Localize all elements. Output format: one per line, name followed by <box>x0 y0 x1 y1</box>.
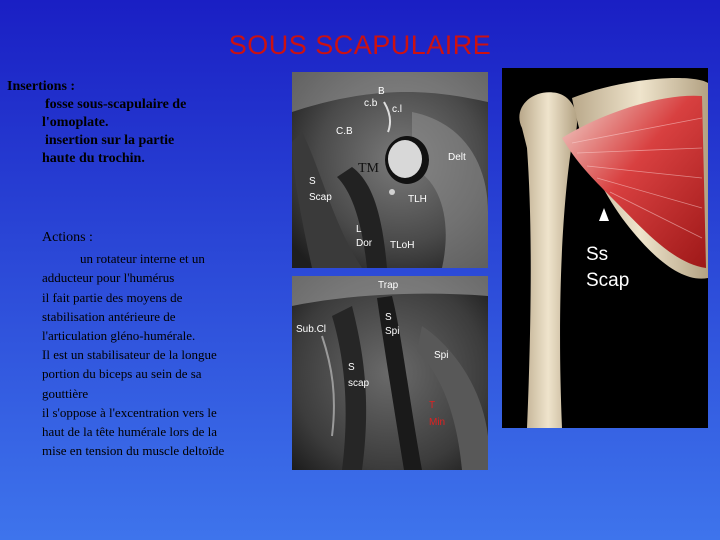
slide-title: SOUS SCAPULAIRE <box>228 30 492 60</box>
actions-line: adducteur pour l'humérus <box>42 270 175 286</box>
mri-label-scap: Scap <box>309 192 332 203</box>
anatomy-graphic <box>502 68 708 428</box>
mri-label-scap: scap <box>348 378 370 389</box>
actions-line: il fait partie des moyens de <box>42 289 183 305</box>
insertions-heading: Insertions : <box>7 79 76 94</box>
mri-label-min: Min <box>429 417 446 428</box>
actions-line: Il est un stabilisateur de la longue <box>42 347 217 363</box>
mri-label-spi2: Spi <box>434 350 449 361</box>
insertions-line-4: haute du trochin. <box>42 151 145 166</box>
actions-line: stabilisation antérieure de <box>42 308 176 324</box>
insertions-line-3: insertion sur la partie <box>45 133 175 148</box>
mri-label-CB: C.B <box>336 126 353 137</box>
mri-label-cl: c.l <box>392 104 402 115</box>
mri-top-graphic <box>292 72 488 268</box>
actions-line: haut de la tête humérale lors de la <box>42 424 218 440</box>
actions-line: portion du biceps au sein de sa <box>42 366 202 382</box>
actions-line: gouttière <box>42 385 89 401</box>
mri-label-trap: Trap <box>378 280 399 291</box>
mri-label-dor: Dor <box>356 238 373 249</box>
mri-label-spi1: Spi <box>385 326 400 337</box>
illustration-label-ss: Ss <box>586 244 609 265</box>
insertions-line-1: fosse sous-scapulaire de <box>45 97 187 112</box>
mri-label-t: T <box>429 400 436 411</box>
insertions-line-2: l'omoplate. <box>42 115 109 130</box>
mri-sagittal-bottom-image <box>292 276 488 470</box>
mri-label-s1: S <box>385 312 392 323</box>
actions-line: l'articulation gléno-humérale. <box>42 328 196 344</box>
mri-label-delt: Delt <box>448 152 466 163</box>
actions-line: il s'oppose à l'excentration vers le <box>42 404 217 420</box>
actions-heading: Actions : <box>42 230 93 245</box>
mri-label-subcl: Sub.Cl <box>296 324 327 335</box>
mri-label-s2: S <box>348 362 355 373</box>
mri-axial-top-image <box>292 72 488 268</box>
anatomy-illustration <box>502 68 708 428</box>
mri-label-cb: c.b <box>364 98 378 109</box>
actions-section <box>42 228 287 460</box>
insertions-section <box>7 78 277 168</box>
actions-line: un rotateur interne et un <box>80 251 205 267</box>
mri-label-b: B <box>378 86 385 97</box>
mri-bottom-graphic <box>292 276 488 470</box>
mri-label-tm: TM <box>358 161 379 176</box>
mri-label-l: L <box>356 224 362 235</box>
actions-line: mise en tension du muscle deltoïde <box>42 443 225 459</box>
illustration-label-scap: Scap <box>586 270 630 291</box>
mri-label-s: S <box>309 176 316 187</box>
mri-label-tloh: TLoH <box>390 240 415 251</box>
mri-label-tlh: TLH <box>408 194 427 205</box>
